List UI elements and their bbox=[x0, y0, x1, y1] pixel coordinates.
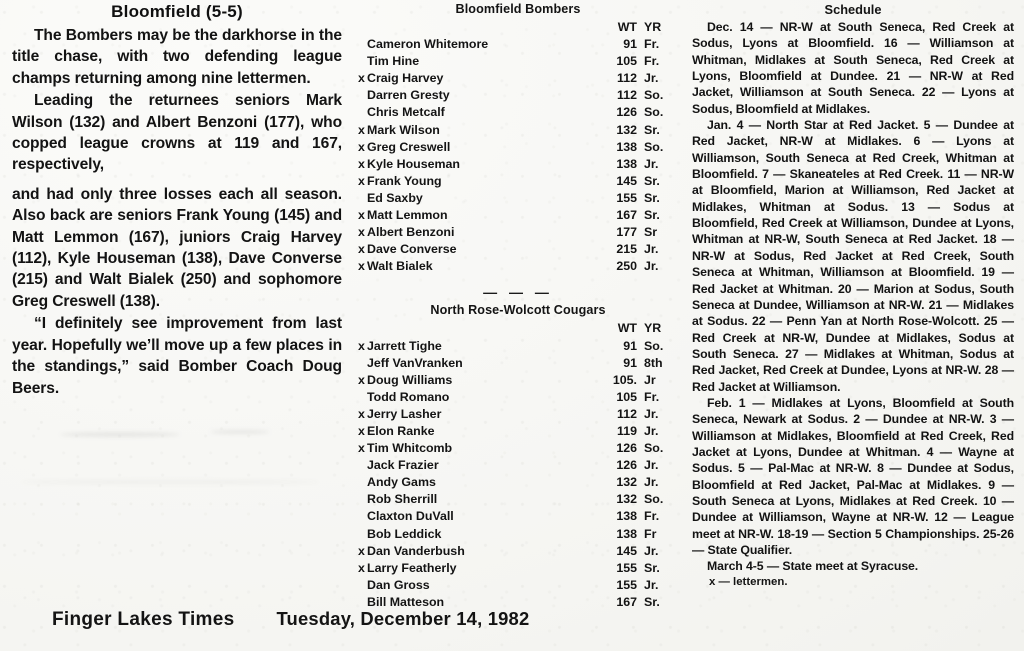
player-weight: 126 bbox=[616, 458, 637, 473]
player-year: Sr. bbox=[644, 208, 660, 223]
roster-table bbox=[358, 19, 678, 275]
letterman-marker: x bbox=[358, 372, 365, 387]
table-row bbox=[358, 53, 678, 70]
player-year: Fr. bbox=[644, 389, 660, 404]
player-weight: 155 bbox=[616, 560, 637, 575]
player-weight: 167 bbox=[616, 208, 637, 223]
player-year: Jr. bbox=[644, 259, 659, 274]
player-year: Jr. bbox=[644, 458, 659, 473]
table-row bbox=[358, 338, 678, 355]
player-year: Jr. bbox=[644, 156, 659, 171]
story-column bbox=[12, 0, 342, 400]
player-weight: 105. bbox=[612, 372, 637, 387]
section-divider: — — — bbox=[483, 284, 553, 301]
player-weight: 177 bbox=[616, 225, 637, 240]
player-name: Andy Gams bbox=[367, 475, 436, 490]
table-header-row bbox=[358, 19, 678, 36]
player-weight: 155 bbox=[616, 577, 637, 592]
table-row bbox=[358, 355, 678, 372]
player-name: x Jarrett Tighe bbox=[358, 338, 597, 355]
player-weight: 132 bbox=[616, 492, 637, 507]
story-paragraph: “I definitely see improvement from last year. Hopefully we’ll move up a few places in the standings,” said Bomber Coach Doug Beers. bbox=[12, 315, 342, 397]
player-year: Jr. bbox=[644, 475, 659, 490]
table-row bbox=[358, 190, 678, 207]
roster-body-bloomfield bbox=[358, 36, 678, 275]
letterman-marker: x bbox=[358, 242, 365, 257]
player-year: Sr. bbox=[644, 560, 660, 575]
player-year: Jr. bbox=[644, 406, 659, 421]
player-name: Cameron Whitemore bbox=[367, 37, 489, 52]
player-name: x Dan Vanderbush bbox=[358, 543, 597, 560]
player-weight: 91 bbox=[623, 338, 637, 353]
player-weight: 112 bbox=[617, 406, 637, 421]
player-year: Sr. bbox=[644, 122, 660, 137]
schedule-footnote: x — lettermen. bbox=[709, 575, 788, 588]
table-row bbox=[358, 508, 678, 525]
player-year: So. bbox=[644, 441, 664, 456]
player-year: Jr. bbox=[644, 543, 659, 558]
letterman-marker: x bbox=[358, 543, 365, 558]
player-weight: 145 bbox=[616, 173, 637, 188]
player-weight: 112 bbox=[617, 88, 637, 103]
letterman-marker: x bbox=[358, 423, 365, 438]
roster-column bbox=[358, 0, 678, 611]
player-weight: 105 bbox=[616, 389, 637, 404]
table-row bbox=[358, 224, 678, 241]
player-year: Jr. bbox=[644, 242, 659, 257]
player-weight: 132 bbox=[616, 475, 637, 490]
letterman-marker: x bbox=[358, 338, 365, 353]
table-row bbox=[358, 207, 678, 224]
page-footer bbox=[0, 608, 1024, 648]
player-name: Todd Romano bbox=[367, 389, 450, 404]
table-row bbox=[358, 70, 678, 87]
player-name: x Craig Harvey bbox=[358, 70, 597, 87]
player-year: Sr. bbox=[644, 173, 660, 188]
player-name: x Tim Whitcomb bbox=[358, 440, 597, 457]
table-row bbox=[358, 440, 678, 457]
player-weight: 250 bbox=[616, 259, 637, 274]
letterman-marker: x bbox=[358, 173, 365, 188]
player-weight: 126 bbox=[616, 105, 637, 120]
player-name: x Kyle Houseman bbox=[358, 156, 597, 173]
roster-body-cougars bbox=[358, 338, 678, 612]
table-row bbox=[358, 474, 678, 491]
player-name: Dan Gross bbox=[367, 577, 430, 592]
player-weight: 112 bbox=[617, 71, 637, 86]
schedule-entry-december: Dec. 14 — NR-W at South Seneca, Red Creek at Sodus, Lyons at Bloomfield. 16 — Williamson at Whitman, Midlakes at South Seneca, Red Creek at Lyons, Bloomfield at Dundee. 21 — NR-W at Red Jacket, Williamson at South Seneca. 22 — Lyons at Sodus, Bloomfield at Midlakes. bbox=[692, 20, 1014, 116]
table-row bbox=[358, 457, 678, 474]
player-name: Tim Hine bbox=[367, 54, 420, 69]
player-year: So. bbox=[644, 88, 664, 103]
player-weight: 145 bbox=[616, 543, 637, 558]
table-row bbox=[358, 526, 678, 543]
table-row bbox=[358, 139, 678, 156]
letterman-marker: x bbox=[358, 225, 365, 240]
player-year: Jr. bbox=[644, 423, 659, 438]
player-name: x Dave Converse bbox=[358, 241, 597, 258]
player-name: x Mark Wilson bbox=[358, 122, 597, 139]
player-weight: 126 bbox=[616, 441, 637, 456]
player-weight: 138 bbox=[616, 509, 637, 524]
player-year: Fr bbox=[644, 526, 657, 541]
player-year: Sr bbox=[644, 225, 658, 240]
player-weight: 167 bbox=[616, 594, 637, 609]
table-row bbox=[358, 406, 678, 423]
roster-title: North Rose-Wolcott Cougars bbox=[430, 303, 606, 318]
player-name: Bob Leddick bbox=[367, 526, 442, 541]
table-row bbox=[358, 543, 678, 560]
column-header-year: YR bbox=[644, 321, 662, 336]
table-row bbox=[358, 389, 678, 406]
table-header-row bbox=[358, 320, 678, 337]
player-name: Claxton DuVall bbox=[367, 509, 454, 524]
player-year: So. bbox=[644, 492, 664, 507]
player-name: x Elon Ranke bbox=[358, 423, 597, 440]
table-row bbox=[358, 241, 678, 258]
table-row bbox=[358, 122, 678, 139]
story-paragraph: Leading the returnees seniors Mark Wilson (132) and Albert Benzoni (177), who copped league crowns at 119 and 167, respectively, bbox=[12, 92, 342, 174]
player-name: x Jerry Lasher bbox=[358, 406, 597, 423]
player-weight: 215 bbox=[616, 242, 637, 257]
player-name: x Doug Williams bbox=[358, 372, 597, 389]
story-paragraph: The Bombers may be the darkhorse in the title chase, with two defending league champs returning among nine lettermen. bbox=[12, 27, 342, 87]
column-header-weight: WT bbox=[617, 20, 637, 34]
player-weight: 91 bbox=[623, 355, 637, 370]
player-year: Jr. bbox=[644, 577, 659, 592]
player-year: So. bbox=[644, 338, 664, 353]
player-weight: 155 bbox=[616, 190, 637, 205]
table-row bbox=[358, 36, 678, 53]
scan-smudge bbox=[20, 480, 320, 484]
letterman-marker: x bbox=[358, 156, 365, 171]
column-header-name bbox=[358, 19, 597, 36]
publication-date: Tuesday, December 14, 1982 bbox=[276, 608, 530, 629]
schedule-entry-january: Jan. 4 — North Star at Red Jacket. 5 — Dundee at Red Jacket, NR-W at Midlakes. 6 — Lyons at Williamson, South Seneca at Red Creek, Whitman at Bloomfield. 7 — Skaneateles at Red Creek. 11 — NR-W at Bloomfield, Marion at Williamson, Red Jacket at Midlakes, Whitman at Sodus. 13 — Sodus at Bloomfield, Red Creek at Williamson, Dundee at Lyons, Whitman at NR-W, South Seneca at Red Jacket. 18 — NR-W at Sodus, Red Jacket at Red Creek, South Seneca at Whitman, Williamson at Bloomfield. 19 — Red Jacket at Whitman. 20 — Marion at Sodus, South Seneca at Dundee, Williamson at NR-W. 21 — Midlakes at Sodus. 22 — Penn Yan at North Rose-Wolcott. 25 — Red Creek at NR-W, Dundee at Midlakes, Sodus at South Seneca. 27 — Midlakes at Whitman, Sodus at Red Jacket, Red Creek at Dundee, Lyons at NR-W. 28 — Red Jacket at Williamson. bbox=[692, 118, 1014, 394]
player-name: Chris Metcalf bbox=[367, 105, 445, 120]
letterman-marker: x bbox=[358, 71, 365, 86]
player-weight: 119 bbox=[617, 423, 637, 438]
table-row bbox=[358, 372, 678, 389]
scan-smudge bbox=[60, 432, 180, 437]
story-paragraph: and had only three losses each all season. Also back are seniors Frank Young (145) and Matt Lemmon (167), juniors Craig Harvey (112), Kyle Houseman (138), Dave Converse (215) and Walt Bialek (250) and sophomore Greg Creswell (138). bbox=[12, 185, 342, 310]
player-weight: 105 bbox=[616, 54, 637, 69]
player-year: So. bbox=[644, 105, 664, 120]
scan-smudge bbox=[210, 430, 270, 434]
player-year: Sr. bbox=[644, 594, 660, 609]
table-row bbox=[358, 87, 678, 104]
roster-table bbox=[358, 320, 678, 611]
player-name: x Greg Creswell bbox=[358, 139, 597, 156]
player-year: Jr bbox=[644, 372, 656, 387]
table-row bbox=[358, 156, 678, 173]
story-headline: Bloomfield (5-5) bbox=[111, 2, 243, 21]
player-year: Jr. bbox=[644, 71, 659, 86]
player-weight: 138 bbox=[616, 139, 637, 154]
roster-north-rose-wolcott-cougars bbox=[358, 301, 678, 611]
player-name: Bill Matteson bbox=[367, 594, 445, 609]
player-name: x Matt Lemmon bbox=[358, 207, 597, 224]
letterman-marker: x bbox=[358, 560, 365, 575]
player-name: x Frank Young bbox=[358, 173, 597, 190]
letterman-marker: x bbox=[358, 441, 365, 456]
player-name: Rob Sherrill bbox=[367, 492, 438, 507]
letterman-marker: x bbox=[358, 406, 365, 421]
schedule-entry-february: Feb. 1 — Midlakes at Lyons, Bloomfield at South Seneca, Newark at Sodus. 2 — Dundee at NR-W. 3 — Williamson at Midlakes, Bloomfield at Red Creek, Red Jacket at Lyons, Dundee at Whitman. 4 — Wayne at Sodus. 5 — Pal-Mac at NR-W. 8 — Dundee at Sodus, Bloomfield at Red Jacket, Pal-Mac at Midlakes. 9 — South Seneca at Lyons, Midlakes at Red Creek. 10 — Dundee at Williamson, Wayne at NR-W. 12 — League meet at NR-W. 18-19 — Section 5 Championships. 25-26 — State Qualifier. bbox=[692, 395, 1014, 557]
column-header-name bbox=[358, 320, 597, 337]
player-year: So. bbox=[644, 139, 664, 154]
roster-bloomfield-bombers bbox=[358, 2, 678, 275]
letterman-marker: x bbox=[358, 122, 365, 137]
player-year: Fr. bbox=[644, 509, 660, 524]
table-row bbox=[358, 173, 678, 190]
player-year: Sr. bbox=[644, 190, 660, 205]
schedule-title: Schedule bbox=[824, 2, 882, 17]
table-row bbox=[358, 577, 678, 594]
table-row bbox=[358, 258, 678, 275]
player-weight: 132 bbox=[616, 122, 637, 137]
player-name: Ed Saxby bbox=[367, 190, 423, 205]
table-row bbox=[358, 104, 678, 121]
publication-name: Finger Lakes Times bbox=[52, 609, 235, 630]
player-year: 8th bbox=[644, 355, 663, 370]
player-year: Fr. bbox=[644, 54, 660, 69]
player-name: Jeff VanVranken bbox=[367, 355, 463, 370]
player-name: Darren Gresty bbox=[367, 88, 450, 103]
column-header-weight: WT bbox=[617, 321, 637, 336]
player-name: x Albert Benzoni bbox=[358, 224, 597, 241]
player-year: Fr. bbox=[644, 37, 660, 52]
player-name: Jack Frazier bbox=[367, 458, 439, 473]
paragraph-spacer bbox=[12, 177, 342, 184]
player-name: x Walt Bialek bbox=[358, 258, 597, 275]
letterman-marker: x bbox=[358, 139, 365, 154]
table-row bbox=[358, 423, 678, 440]
roster-title: Bloomfield Bombers bbox=[455, 2, 581, 16]
table-row bbox=[358, 491, 678, 508]
player-weight: 138 bbox=[616, 526, 637, 541]
schedule-entry-march: March 4-5 — State meet at Syracuse. bbox=[707, 559, 919, 574]
letterman-marker: x bbox=[358, 208, 365, 223]
player-name: x Larry Featherly bbox=[358, 560, 597, 577]
player-weight: 138 bbox=[616, 156, 637, 171]
table-row bbox=[358, 560, 678, 577]
player-weight: 91 bbox=[623, 37, 637, 52]
column-header-year: YR bbox=[644, 20, 662, 34]
letterman-marker: x bbox=[358, 259, 365, 274]
schedule-column bbox=[692, 0, 1014, 588]
